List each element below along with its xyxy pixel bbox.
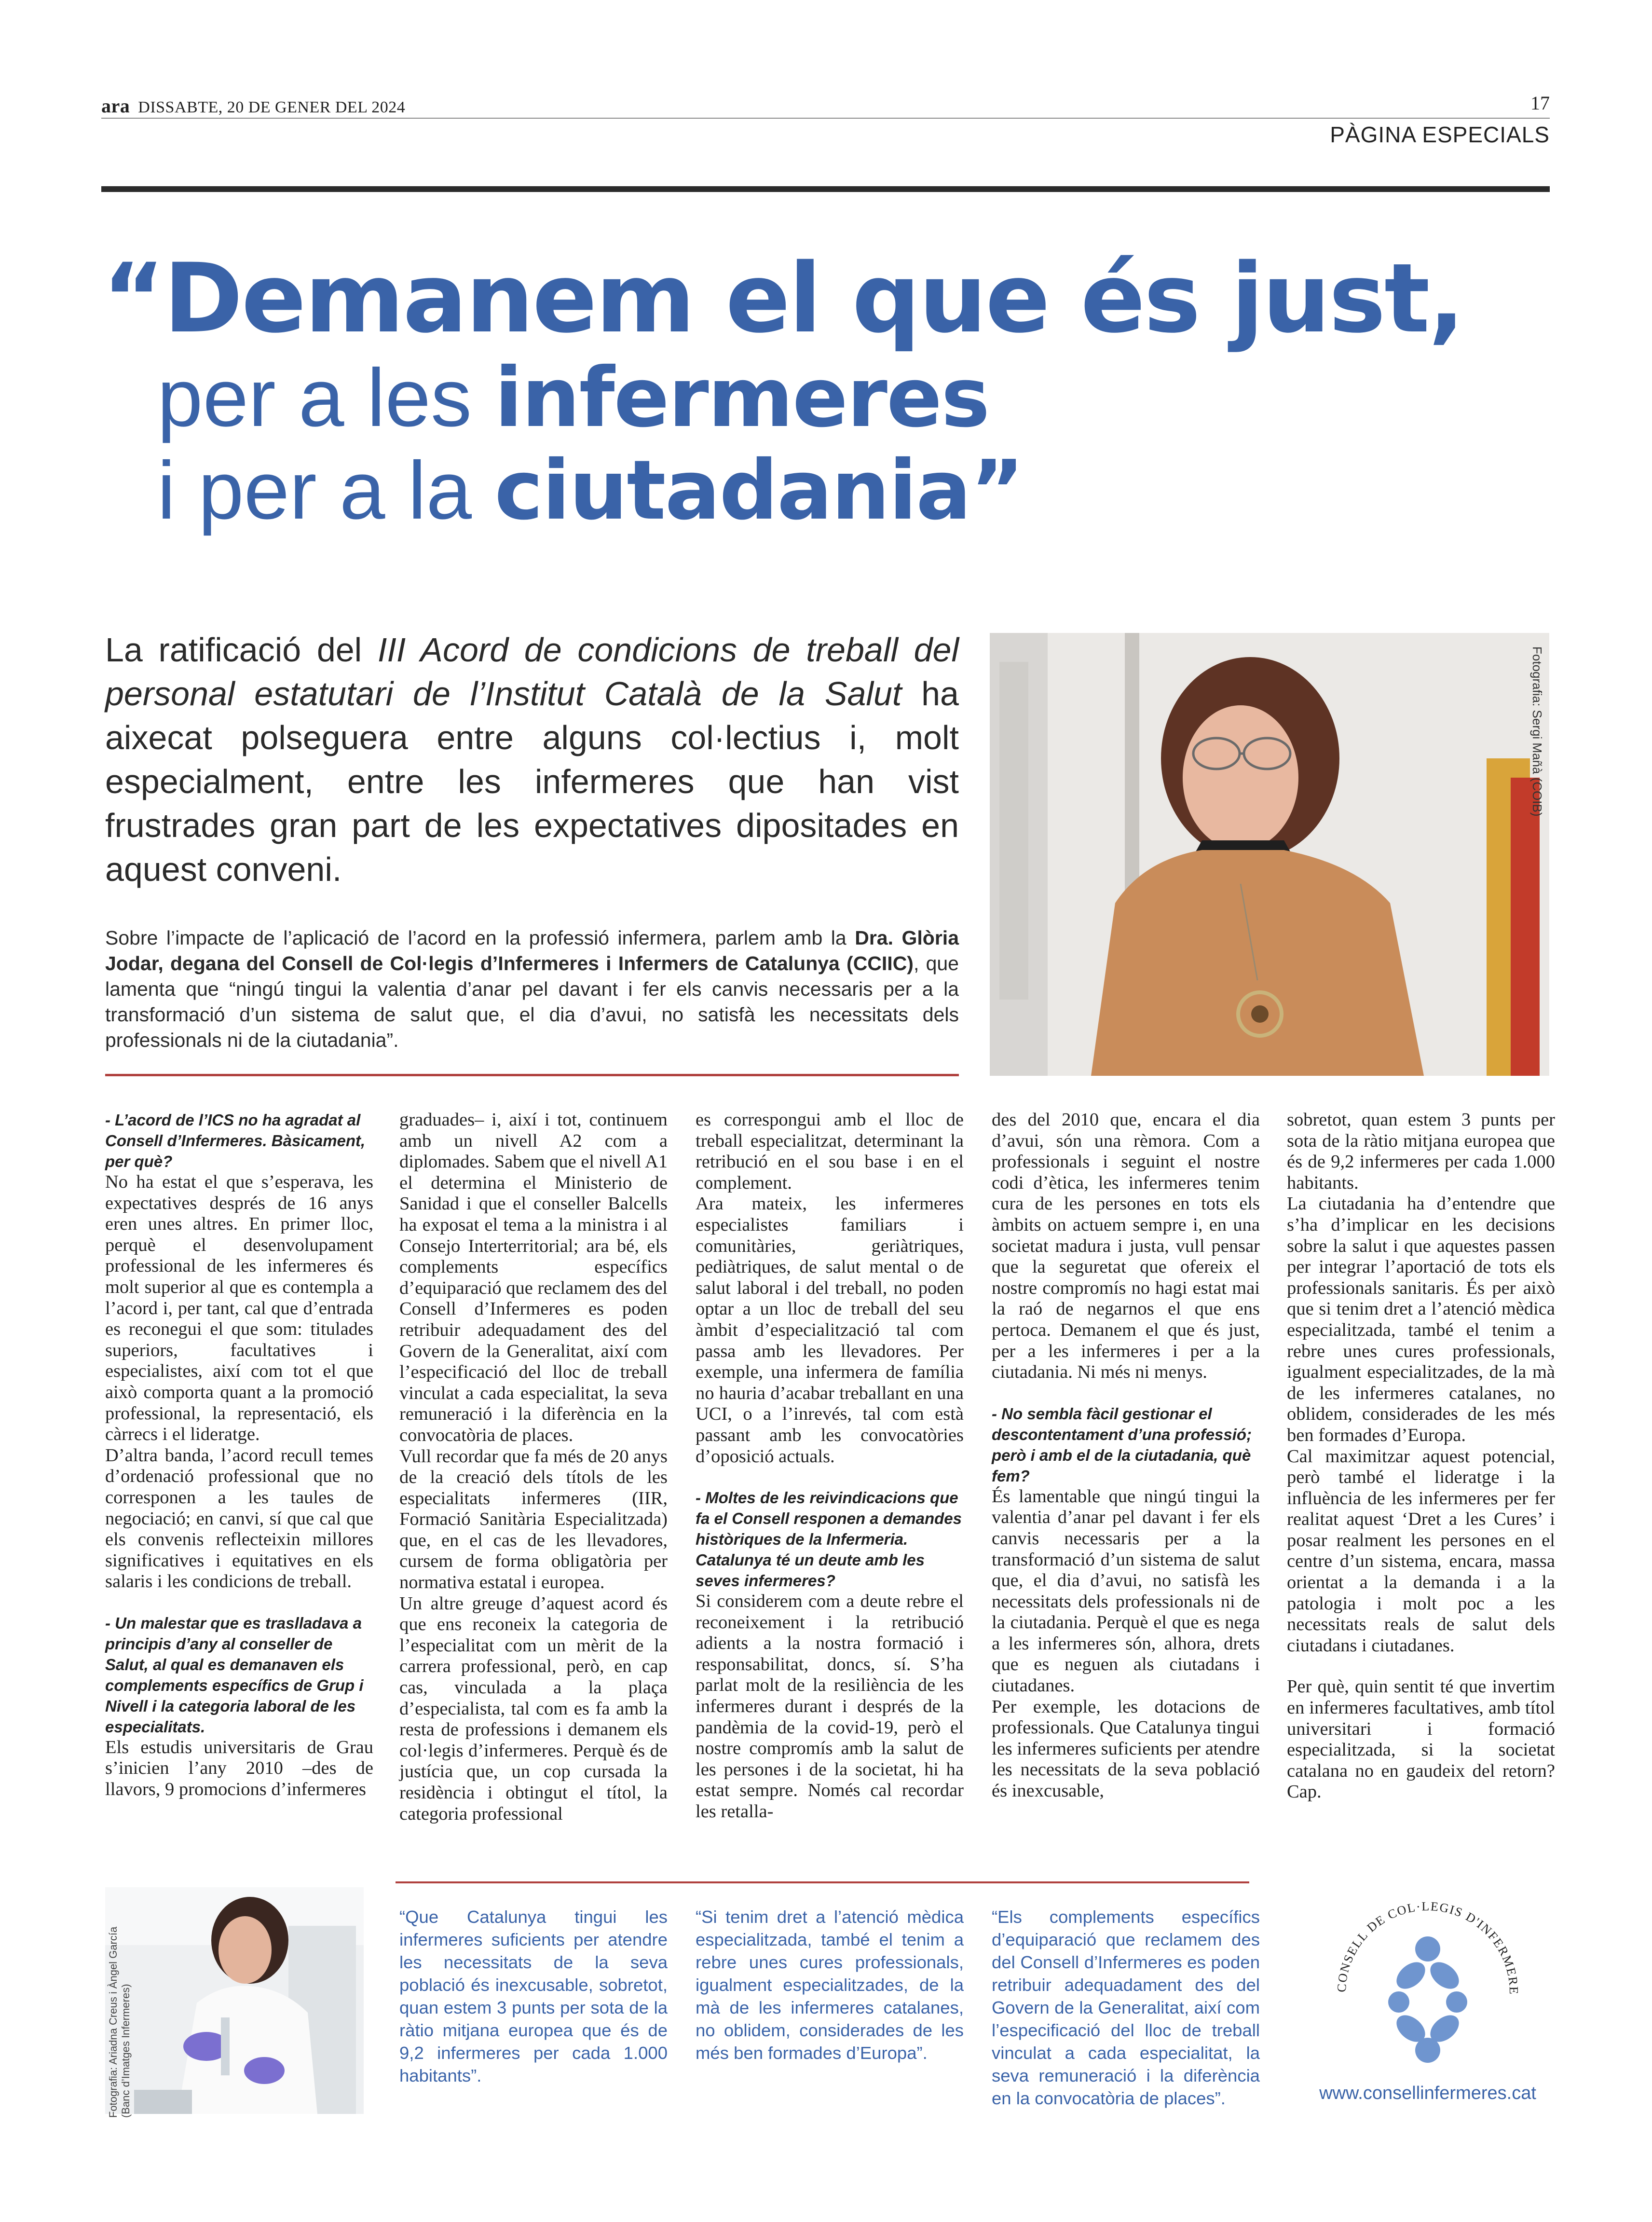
answer-paragraph: Ara mateix, les infermeres especialistes familiars i comunitàries, geriàtriques, pediàtriques, de salut mental o de salut laboral i del treball, no poden optar a un lloc de treball del seu àmbit d’especialització tal com passa amb les llevadores. Per exemple, una infermera de família no hauria d’acabar treballant en una UCI, o a l’inrevés, tal com està passant amb les convocatòries d’oposició actuals.: [696, 1193, 964, 1467]
answer-paragraph: des del 2010 que, encara el dia d’avui, són una rèmora. Com a professionals i seguint el nostre codi d’ètica, les infermeres tenim cura de les persones en tots els àmbits on actuem sempre i, en una societat madura i justa, vull pensar que la seguretat que ofereix el nostre compromís no hagi estat mai la raó de negarnos el que ens pertoca. Demanem el que és just, per a les infermeres i per a la ciutadania. Ni més ni menys.: [992, 1110, 1260, 1383]
article-column-3: [696, 1110, 964, 1823]
pullquote-1: “Que Catalunya tingui les infermeres suficients per atendre les necessitats de la seva població és inexcusable, sobretot, quan estem 3 punts per sota de la ràtio mitjana europea que és de 9,2 infermeres per cada 1.000 habitants”.: [399, 1907, 668, 2085]
article-column-1: [105, 1110, 373, 1800]
headline-line-2-regular: per a les: [157, 352, 495, 444]
lead-paragraph: [105, 925, 959, 1053]
headline-line-2: [157, 350, 1463, 446]
header-rule: [101, 118, 1550, 119]
nurse-photo-credit: [107, 2118, 136, 2143]
website-link[interactable]: www.consellinfermeres.cat: [1319, 2083, 1536, 2103]
answer-paragraph: Els estudis universitaris de Grau s’inicien l’any 2010 –des de llavors, 9 promocions d’infermeres: [105, 1737, 373, 1800]
intro-text-2: ha aixecat polseguera entre alguns col·lectius i, molt especialment, entre les infermeres que han vist frustrades gran part de les expectatives dipositades en aquest conveni.: [105, 675, 959, 888]
question: - Un malestar que es traslladava a principis d’any al conseller de Salut, al qual es demanaven els complements específics de Grup i Nivell i la categoria laboral de les especialitats.: [105, 1614, 364, 1736]
headline: [102, 243, 1463, 538]
pullquote-3: “Els complements específics d’equiparació que reclamem des del Consell d’Infermeres es poden retribuir adequadament des del Govern de la Generalitat, així com l’especificació del lloc de treball vinculat a cada especialitat, la seva remuneració i la diferència en la convocatòria de places”.: [992, 1907, 1260, 2108]
lead-text-bold: Dra. Glòria Jodar, degana del Consell de Col·legis d’Infermeres i Infermers de Catalunya (CCIIC): [105, 927, 959, 974]
article-column-4: [992, 1110, 1260, 1802]
council-logo-icon: [1302, 1891, 1553, 2084]
answer-paragraph: Si considerem com a deute rebre el reconeixement i la retribució adients a la nostra formació i responsabilitat, doncs, sí. S’ha parlat molt de la resiliència de les infermeres durant i després de la pandèmia de la covid-19, però el nostre compromís amb la salut de les persones i de la societat, hi ha estat sempre. Només cal recordar les retalla-: [696, 1591, 964, 1822]
answer-paragraph: graduades– i, així i tot, continuem amb un nivell A2 com a diplomades. Sabem que el nivell A1 el determina el Ministerio de Sanidad i que el conseller Balcells ha exposat el tema a la ministra i al Consejo Interterritorial; ara bé, els complements específics d’equiparació que reclamem des del Consell d’Infermeres es poden retribuir adequadament des del Govern de la Generalitat, així com l’especificació del lloc de treball vinculat a cada especialitat, la seva remuneració i la diferència en la convocatòria de places.: [399, 1110, 668, 1445]
answer-paragraph: D’altra banda, l’acord recull temes d’ordenació professional que no corresponen a les taules de negociació; en canvi, sí que cal que els convenis reflecteixin millores significatives i equitatives en els salaris i les condicions de treball.: [105, 1445, 373, 1592]
answer-paragraph: No ha estat el que s’esperava, les expectatives després de 16 anys eren unes altres. En primer lloc, perquè el desenvolupament professional de les infermeres és molt superior al que es contempla a l’acord i, per tant, cal que d’entrada es reconegui el que som: titulades superiors, facultatives i especialistes, així com tot el que això comporta quant a la promoció professional, la representació, els càrrecs i el lideratge.: [105, 1172, 373, 1445]
nurse-illustration: [105, 1887, 364, 2114]
lead-text-1: Sobre l’impacte de l’aplicació de l’acord en la professió infermera, parlem amb la: [105, 927, 855, 949]
intro-text-1: La ratificació del: [105, 631, 378, 669]
intro-text-italic: III Acord de condicions de treball del personal estatutari de l’Institut Català de la Salut: [105, 631, 959, 713]
answer-paragraph: Cal maximitzar aquest potencial, però també el lideratge i la influència de les infermeres per fer realitat aquest ‘Dret a les Cures’ i posar realment les persones en el centre d’un sistema, encara, massa orientat a la demanda i a la patologia i molt poc a les necessitats reals de salut dels ciutadans i ciutadanes.: [1287, 1446, 1555, 1656]
intro-paragraph: [105, 628, 959, 892]
pullquote-2: “Si tenim dret a l’atenció mèdica especialitzada, també el tenim a rebre unes cures professionals, igualment especialitzades, de la mà de les infermeres catalanes, no oblidem, considerades de les més ben formades d’Europa”.: [696, 1907, 964, 2063]
intro-rule: [105, 1074, 959, 1076]
portrait-photo: [990, 633, 1549, 1076]
nurse-photo-credit-line-2: [120, 2089, 132, 2118]
pullquote-rule: [396, 1881, 1249, 1883]
headline-line-3-regular: i per a la: [157, 445, 495, 536]
question: - L’acord de l’ICS no ha agradat al Consell d’Infermeres. Bàsicament, per què?: [105, 1111, 366, 1170]
portrait-credit: [1530, 646, 1546, 839]
headline-line-3-bold: ciutadania”: [494, 443, 1024, 538]
answer-paragraph: És lamentable que ningú tingui la valentia d’anar pel davant i fer els canvis necessaris per a la transformació d’un sistema de salut que, el dia d’avui, no satisfà les necessitats dels professionals ni de la ciutadania. Perquè el que es nega a les infermeres són, alhora, drets que es neguen als ciutadans i ciutadanes.: [992, 1486, 1260, 1696]
section-label: PÀGINA ESPECIALS: [1330, 122, 1550, 147]
answer-paragraph: La ciutadania ha d’entendre que s’ha d’implicar en les decisions sobre la salut i que aquestes passen per integrar l’aportació de tots els professionals sanitaris. És per això que si tenim dret a l’atenció mèdica especialitzada, també el tenim a rebre unes cures professionals, igualment especialitzades, de la mà de les infermeres catalanes, no oblidem, considerades de les més ben formades d’Europa.: [1287, 1193, 1555, 1445]
section-rule: [101, 186, 1550, 192]
newspaper-brand: ara: [101, 95, 130, 117]
answer-paragraph: sobretot, quan estem 3 punts per sota de la ràtio mitjana europea que és de 9,2 infermeres per cada 1.000 habitants.: [1287, 1110, 1555, 1193]
lead-text-2: , que lamenta que “ningú tingui la valentia d’anar pel davant i fer els canvis necessaris per a la transformació d’un sistema de salut que, el dia d’avui, no satisfà les necessitats dels professionals ni de la ciutadania”.: [105, 952, 959, 1051]
article-column-5: [1287, 1110, 1555, 1803]
issue-date: DISSABTE, 20 DE GENER DEL 2024: [138, 98, 406, 116]
nurse-photo: [105, 1887, 364, 2114]
portrait-illustration: [990, 633, 1549, 1076]
article-column-2: [399, 1110, 668, 1824]
nurse-photo-credit-line-1: [107, 2089, 120, 2118]
answer-paragraph: es correspongui amb el lloc de treball especialitzat, determinant la retribució en el sou base i en el complement.: [696, 1110, 964, 1193]
masthead: [101, 95, 405, 117]
headline-line-1: “Demanem el que és just,: [102, 243, 1463, 354]
page-number: 17: [1530, 92, 1550, 114]
question: - No sembla fàcil gestionar el descontentament d’una professió; però i amb el de la ciutadania, què fem?: [992, 1404, 1252, 1485]
headline-line-3: [157, 443, 1463, 538]
headline-line-2-bold: infermeres: [494, 350, 989, 446]
answer-paragraph: Vull recordar que fa més de 20 anys de la creació dels títols de les especialitats infermeres (IIR, Formació Sanitària Especialitzada) que, en el cas de les llevadores, cursem de forma obligatòria per normativa estatal i europea.: [399, 1446, 668, 1593]
answer-paragraph: Per què, quin sentit té que invertim en infermeres facultatives, amb títol universitari i formació especialitzada, si la societat catalana no en gaudeix del retorn? Cap.: [1287, 1676, 1555, 1802]
answer-paragraph: Un altre greuge d’aquest acord és que ens reconeix la categoria de l’especialitat com un mèrit de la carrera professional, però, en cap cas, vinculada a la plaça d’especialista, tal com es fa amb la resta de professions i demanem els col·legis d’infermeres. Perquè és de justícia que, un cop cursada la residència i obtingut el títol, la categoria professional: [399, 1593, 668, 1824]
answer-paragraph: Per exemple, les dotacions de professionals. Que Catalunya tingui les infermeres suficients per atendre les necessitats de la seva població és inexcusable,: [992, 1696, 1260, 1801]
logo-ring-text: CONSELL DE COL·LEGIS D'INFERMERE: [1334, 1899, 1521, 1995]
question: - Moltes de les reivindicacions que fa el Consell responen a demandes històriques de la Infermeria. Catalunya té un deute amb les seves infermeres?: [696, 1489, 962, 1590]
portrait-credit-text: Fotografia: Sergi Mañà (COIB): [1530, 646, 1544, 817]
